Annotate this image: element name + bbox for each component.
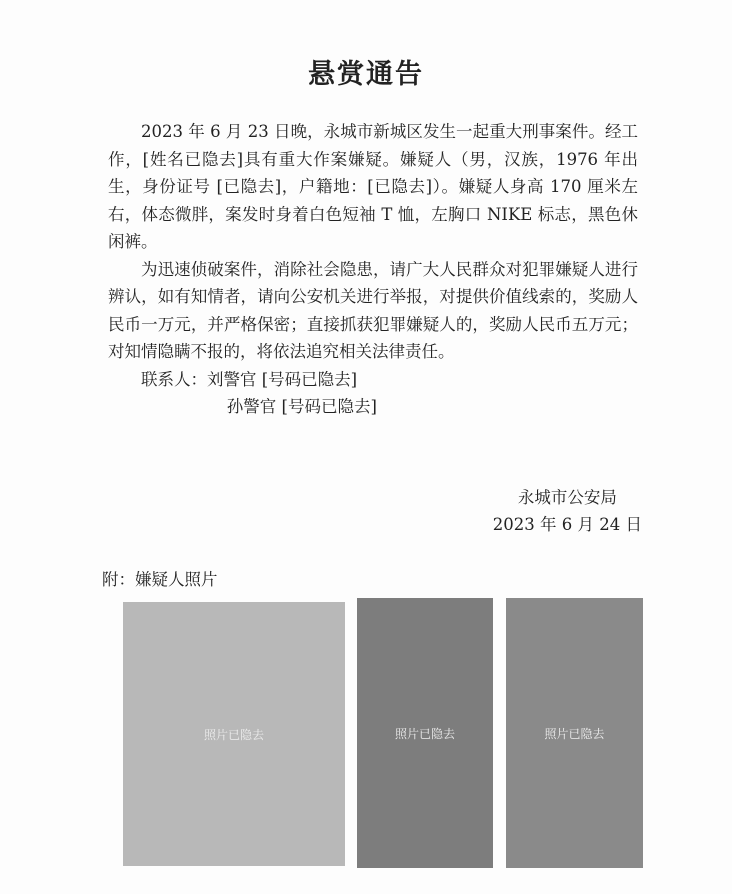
contact-block [141,366,638,421]
issuing-organization: 永城市公安局 [517,488,617,507]
contact-label: 联系人： [141,369,207,389]
contact-phone: [号码已隐去] [261,369,358,389]
paragraph-incident: 2023 年 6 月 23 日晚，永城市新城区发生一起重大刑事案件。经工作，[姓名已隐去]具有重大作案嫌疑。嫌疑人（男，汉族，1976 年出生，身份证号 [已隐去]，户籍地：[已隐去]）。嫌疑人身高 170 厘米左右，体态微胖，案发时身着白色短袖 T 恤，左胸口 NIKE 标志，黑色休闲裤。 [108,122,638,251]
page-title: 悬赏通告 [308,59,424,90]
issue-date: 2023 年 6 月 24 日 [492,515,642,534]
contact-name: 孙警官 [226,397,277,416]
contact-row [141,393,638,421]
contact-row [141,366,638,394]
contact-name: 刘警官 [207,369,257,389]
paragraph-reward: 为迅速侦破案件，消除社会隐患，请广大人民群众对犯罪嫌疑人进行辨认，如有知情者，请向公安机关进行举报，对提供价值线索的，奖励人民币一万元，并严格保密；直接抓获犯罪嫌疑人的，奖励人民币五万元；对知情隐瞒不报的，将依法追究相关法律责任。 [108,259,638,361]
attachment-label: 附：嫌疑人照片 [102,570,218,589]
signature-block [493,484,642,538]
photo-placeholder: 照片已隐去 [357,598,493,868]
contact-phone: [号码已隐去] [281,397,377,416]
notice-body [108,118,638,421]
photo-placeholder: 照片已隐去 [123,602,345,866]
photo-placeholder: 照片已隐去 [506,598,643,868]
